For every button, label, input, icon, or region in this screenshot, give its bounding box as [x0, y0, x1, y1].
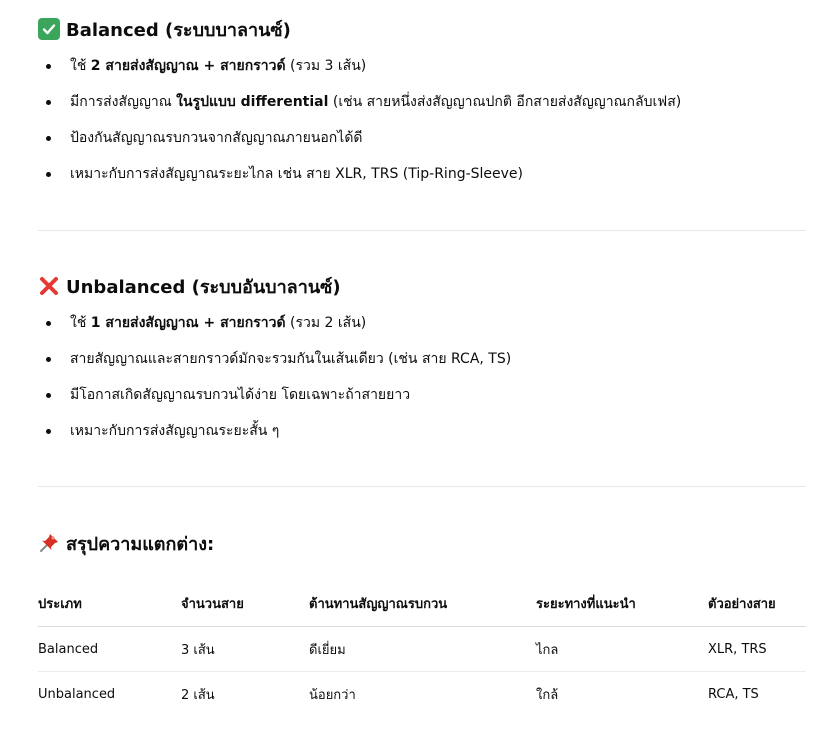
text-run: (รวม 2 เส้น) [285, 315, 367, 331]
summary-section [38, 528, 806, 558]
summary-heading [38, 528, 806, 558]
text-run: เหมาะกับการส่งสัญญาณระยะสั้น ๆ [70, 423, 280, 439]
table-header-example-cable: ตัวอย่างสาย [708, 580, 806, 627]
list-item-text [70, 313, 366, 333]
list-item [38, 377, 806, 413]
table-header-wire-count: จำนวนสาย [181, 580, 309, 627]
table-cell: Balanced [38, 627, 181, 672]
text-run: เหมาะกับการส่งสัญญาณระยะไกล เช่น สาย XLR, TRS (Tip-Ring-Sleeve) [70, 166, 523, 182]
table-header-type: ประเภท [38, 580, 181, 627]
text-run: (รวม 3 เส้น) [285, 58, 367, 74]
list-item-text [70, 349, 511, 369]
text-run: สายสัญญาณและสายกราวด์มักจะรวมกันในเส้นเดียว (เช่น สาย RCA, TS) [70, 351, 512, 367]
bullet-dot [46, 100, 51, 105]
table-cell: 2 เส้น [181, 687, 215, 703]
bullet-dot [46, 136, 51, 141]
list-item-text [70, 164, 523, 184]
section-divider [38, 230, 806, 231]
section-divider [38, 486, 806, 487]
table-row [38, 627, 806, 672]
table-header-noise-resistance: ต้านทานสัญญาณรบกวน [309, 580, 536, 627]
text-run: ใช้ [70, 315, 91, 331]
text-run: ใช้ [70, 58, 91, 74]
text-run: มีการส่งสัญญาณ [70, 94, 177, 110]
table-cell: Unbalanced [38, 686, 116, 702]
check-mark-icon [38, 18, 60, 40]
list-item [38, 413, 806, 449]
list-item [38, 48, 806, 84]
text-run: (เช่น สายหนึ่งส่งสัญญาณปกติ อีกสายส่งสัญญาณกลับเฟส) [328, 94, 682, 110]
text-run: มีโอกาสเกิดสัญญาณรบกวนได้ง่าย โดยเฉพาะถ้าสายยาว [70, 387, 411, 403]
bold-text: 2 สายส่งสัญญาณ + สายกราวด์ [90, 58, 286, 74]
list-item [38, 305, 806, 341]
table-cell: ดีเยี่ยม [309, 627, 536, 672]
unbalanced-heading [38, 271, 806, 301]
list-item-text [70, 385, 410, 405]
text-run: ป้องกันสัญญาณรบกวนจากสัญญาณภายนอกได้ดี [70, 130, 363, 146]
list-item [38, 341, 806, 377]
table-cell: RCA, TS [708, 686, 759, 702]
list-item [38, 156, 806, 192]
balanced-heading-text: Balanced (ระบบบาลานซ์) [66, 19, 291, 41]
list-item-text [70, 92, 681, 112]
table-cell: น้อยกว่า [309, 687, 356, 703]
bullet-dot [46, 393, 51, 398]
unbalanced-bullet-list [38, 305, 806, 449]
table-cell: ใกล้ [536, 687, 559, 703]
bold-text: 1 สายส่งสัญญาณ + สายกราวด์ [90, 315, 286, 331]
unbalanced-section [38, 271, 806, 449]
cross-mark-icon [38, 275, 60, 297]
list-item-text [70, 56, 366, 76]
table-header-distance: ระยะทางที่แนะนำ [536, 580, 708, 627]
balanced-bullet-list [38, 48, 806, 192]
bullet-dot [46, 172, 51, 177]
list-item [38, 120, 806, 156]
comparison-table [38, 580, 806, 716]
balanced-heading [38, 14, 806, 44]
pushpin-icon [38, 532, 60, 554]
table-header-row [38, 580, 806, 627]
list-item-text [70, 128, 363, 148]
bullet-dot [46, 357, 51, 362]
balanced-section [38, 14, 806, 192]
bullet-dot [46, 321, 51, 326]
table-cell: 3 เส้น [181, 627, 309, 672]
table-cell: XLR, TRS [708, 627, 806, 672]
summary-heading-text: สรุปความแตกต่าง: [66, 533, 215, 555]
bold-text: ในรูปแบบ differential [176, 94, 329, 110]
table-row [38, 672, 806, 717]
table-cell: ไกล [536, 627, 708, 672]
list-item [38, 84, 806, 120]
unbalanced-heading-text: Unbalanced (ระบบอันบาลานซ์) [66, 276, 341, 298]
bullet-dot [46, 64, 51, 69]
list-item-text [70, 421, 279, 441]
bullet-dot [46, 429, 51, 434]
